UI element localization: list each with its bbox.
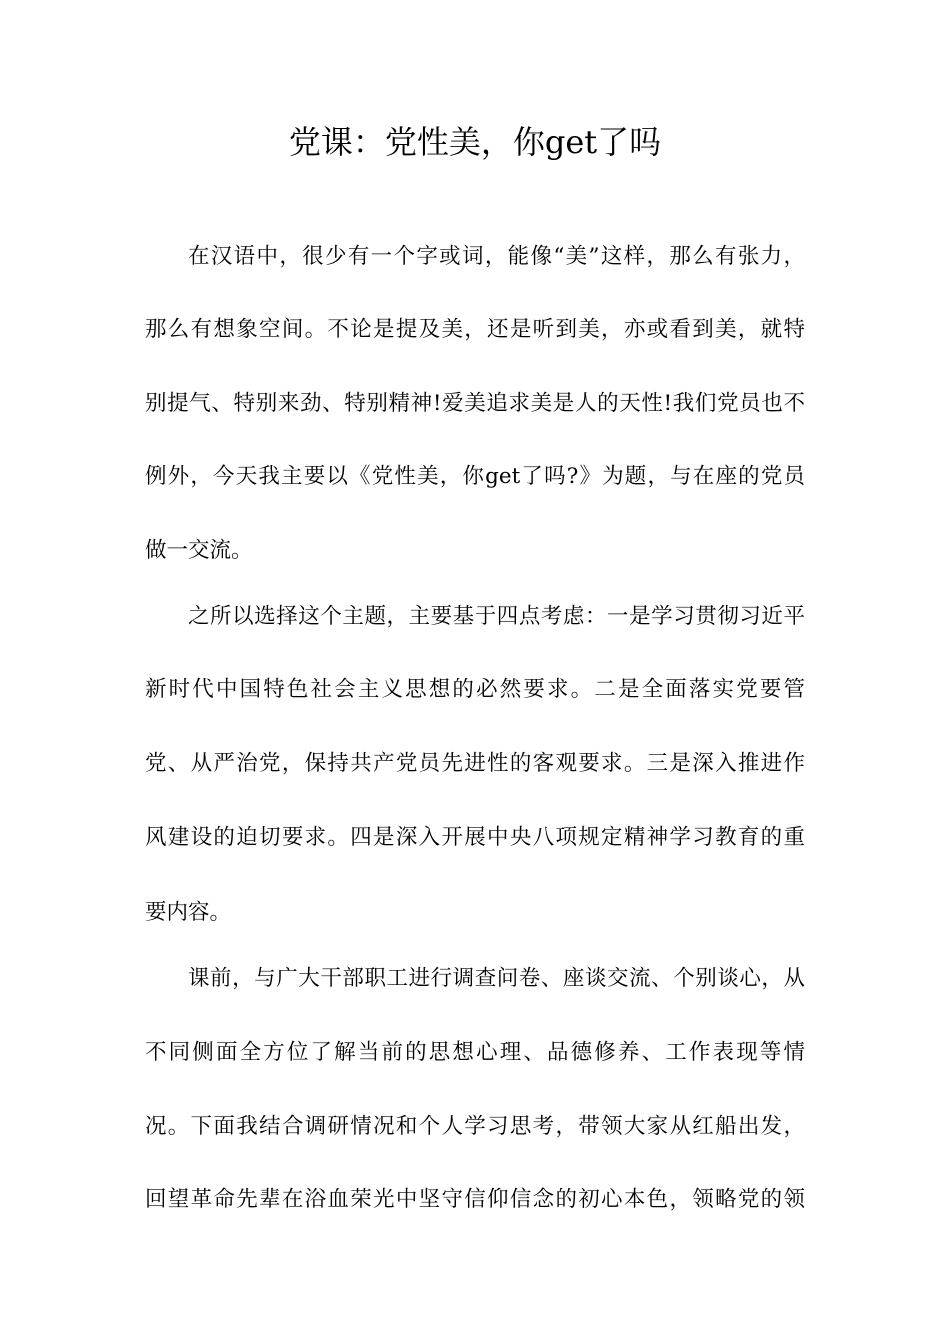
document-title: 党课：党性美，你get了吗 (288, 123, 662, 161)
text-line: 况。下面我结合调研情况和个人学习思考，带领大家从红船出发， (145, 1114, 805, 1139)
text-line: 要内容。 (145, 900, 232, 925)
text-line: 风建设的迫切要求。四是深入开展中央八项规定精神学习教育的重 (145, 825, 805, 850)
text-line: 例外，今天我主要以《党性美，你get了吗?》为题，与在座的党员 (145, 464, 805, 489)
text-line: 在汉语中，很少有一个字或词，能像“美”这样，那么有张力， (188, 244, 805, 269)
text-line: 党、从严治党，保持共产党员先进性的客观要求。三是深入推进作 (145, 751, 805, 776)
text-line: 做一交流。 (145, 538, 253, 563)
text-line: 课前，与广大干部职工进行调查问卷、座谈交流、个别谈心，从 (188, 966, 805, 991)
text-line: 之所以选择这个主题，主要基于四点考虑：一是学习贯彻习近平 (188, 604, 805, 629)
text-line: 别提气、特别来劲、特别精神!爱美追求美是人的天性!我们党员也不 (145, 391, 805, 416)
text-line: 不同侧面全方位了解当前的思想心理、品德修养、工作表现等情 (145, 1040, 805, 1065)
text-line: 回望革命先辈在浴血荣光中坚守信仰信念的初心本色，领略党的领 (145, 1187, 805, 1212)
text-line: 新时代中国特色社会主义思想的必然要求。二是全面落实党要管 (145, 677, 805, 702)
text-line: 那么有想象空间。不论是提及美，还是听到美，亦或看到美，就特 (145, 317, 805, 342)
